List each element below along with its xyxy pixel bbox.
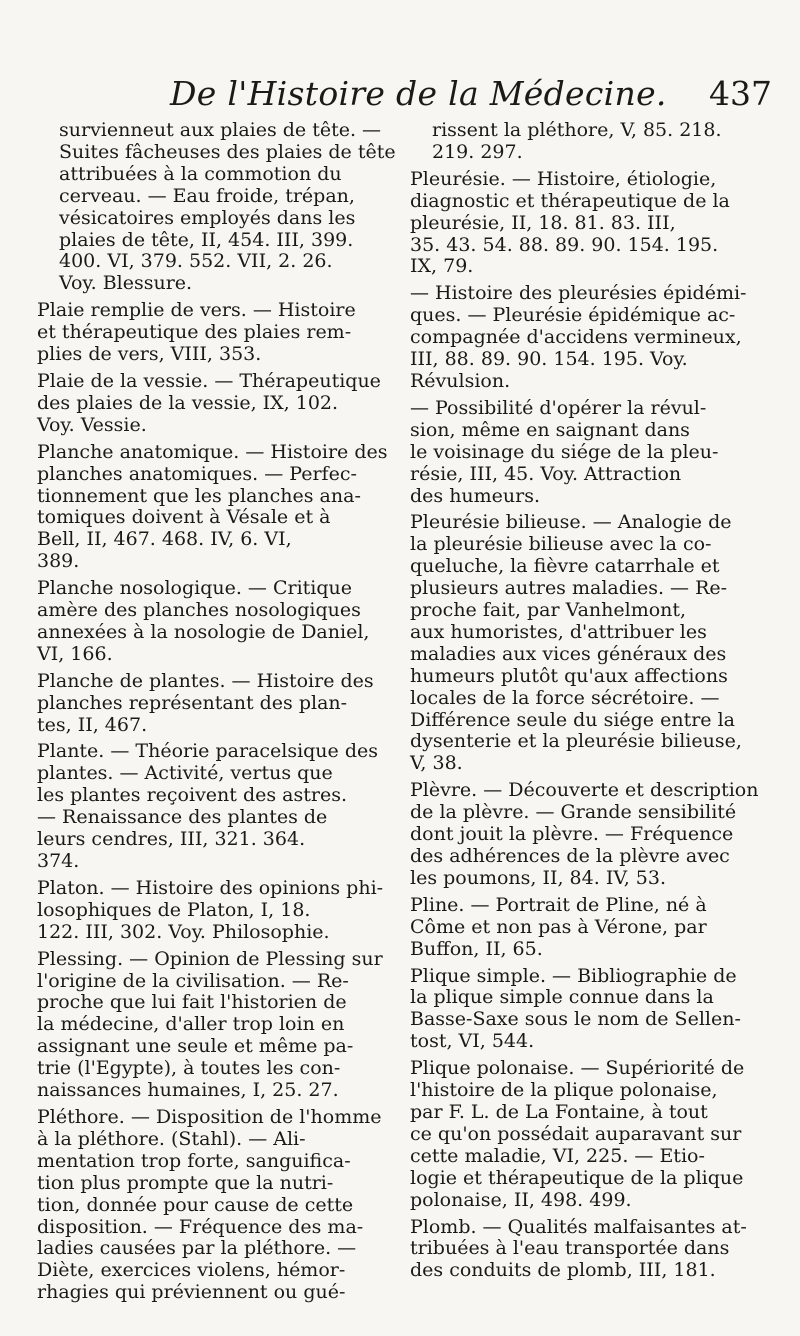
index-entry-line: Bell, II, 467. 468. IV, 6. VI, [37,528,292,551]
index-entry-line: plantes. — Activité, vertus que [37,762,333,785]
index-entry-line: 122. III, 302. Voy. Philosophie. [37,920,330,943]
index-column-left [37,119,396,1309]
index-entry-line: des plaies de la vessie, IX, 102. [37,391,339,414]
index-entry-line: résie, III, 45. Voy. Attraction [410,462,682,485]
index-entry [37,671,389,737]
index-entry-line: Plaie de la vessie. — Thérapeutique [37,369,381,392]
index-entry-line: le voisinage du siége de la pleu- [410,440,719,463]
index-entry-line: Plique polonaise. — Supériorité de [410,1057,745,1080]
index-entry-line: amère des planches nosologiques [37,599,361,622]
index-entry [410,1058,762,1211]
index-entry-line: VI, 166. [37,642,113,665]
index-entry-line: III, 88. 89. 90. 154. 195. Voy. [410,348,688,371]
index-entry [37,119,396,295]
index-entry-line: Pline. — Portrait de Pline, né à [410,893,707,916]
index-entry [410,512,762,775]
index-entry-line: 389. [37,550,80,573]
index-entry-line: queluche, la fièvre catarrhale et [410,555,720,578]
index-entry-line: de la plèvre. — Grande sensibilité [410,801,737,824]
index-entry [37,578,389,666]
index-entry-line: rissent la pléthore, V, 85. 218. [432,119,722,141]
index-entry-line: Plique simple. — Bibliographie de [410,964,737,987]
index-entry-line: à la pléthore. (Stahl). — Ali- [37,1127,306,1150]
index-entry-line: tes, II, 467. [37,713,148,736]
index-entry-line: Plaie remplie de vers. — Histoire [37,299,356,322]
index-entry-line: ce qu'on possédait auparavant sur [410,1122,742,1145]
index-entry-line: les plantes reçoivent des astres. [37,784,347,807]
index-entry-line: V, 38. [410,752,463,775]
index-entry-line: logie et thérapeutique de la plique [410,1166,744,1189]
index-entry-line: Suites fâcheuses des plaies de tête [59,140,396,163]
index-entry [410,283,762,393]
index-entry-line: proche que lui fait l'historien de [37,991,347,1014]
page-number: 437 [709,74,772,113]
index-entry-line: Plante. — Théorie paracelsique des [37,740,378,763]
index-entry [37,741,389,872]
index-entry-line: par F. L. de La Fontaine, à tout [410,1100,708,1123]
index-entry-line: tion, donnée pour cause de cette [37,1193,354,1216]
index-entry-line: planches anatomiques. — Perfec- [37,462,357,485]
index-entry-line: survienneut aux plaies de tête. — [59,119,382,141]
index-entry-line: Côme et non pas à Vérone, par [410,915,707,938]
index-entry-line: ladies causées par la pléthore. — [37,1237,357,1260]
running-title: De l'Histoire de la Médecine. [170,74,667,113]
index-entry-line: — Histoire des pleurésies épidémi- [410,282,747,305]
index-entry-line: l'origine de la civilisation. — Re- [37,969,349,992]
index-entry-line: Plèvre. — Découverte et description [410,779,759,802]
index-entry-line: tionnement que les planches ana- [37,484,361,507]
index-entry-line: tost, VI, 544. [410,1030,535,1053]
index-entry [410,895,762,961]
index-entry-line: dysenterie et la pleurésie bilieuse, [410,730,742,753]
index-entry-line: — Possibilité d'opérer la révul- [410,396,707,419]
index-entry-line: Platon. — Histoire des opinions phi- [37,876,384,899]
index-entry-line: tribuées à l'eau transportée dans [410,1237,730,1260]
index-entry-line: 219. 297. [432,140,523,163]
index-entry-line: sion, même en saignant dans [410,418,690,441]
index-entry-line: des conduits de plomb, III, 181. [410,1259,716,1282]
index-entry-line: l'histoire de la plique polonaise, [410,1079,718,1102]
index-entry [410,780,762,890]
index-entry-line: dont jouit la plèvre. — Fréquence [410,823,734,846]
index-entry-line: leurs cendres, III, 321. 364. [37,828,306,851]
index-entry-line: pleurésie, II, 18. 81. 83. III, [410,211,676,234]
index-entry-line: et thérapeutique des plaies rem- [37,321,352,344]
index-entry-line: Buffon, II, 65. [410,937,543,960]
index-entry-line: Voy. Vessie. [37,413,147,436]
index-entry-line: des adhérences de la plèvre avec [410,845,730,867]
index-entry-line: 374. [37,850,80,872]
index-entry-line: losophiques de Platon, I, 18. [37,898,311,921]
index-entry-line: 400. VI, 379. 552. VII, 2. 26. [59,250,333,273]
index-entry-line: trie (l'Egypte), à toutes les con- [37,1057,341,1080]
index-entry [37,1107,389,1304]
index-entry [410,1217,762,1283]
index-entry-line: attribuées à la commotion du [59,162,342,185]
index-entry-line: humeurs plutôt qu'aux affections [410,664,728,687]
index-entry [410,966,762,1054]
index-entry-line: Pléthore. — Disposition de l'homme [37,1105,382,1128]
index-entry-line: les poumons, II, 84. IV, 53. [410,866,667,889]
page-header [170,74,772,120]
index-entry-line: Basse-Saxe sous le nom de Sellen- [410,1008,741,1031]
index-entry-line: assignant une seule et même pa- [37,1035,354,1058]
index-entry-line: la médecine, d'aller trop loin en [37,1013,345,1036]
index-entry-line: la plique simple connue dans la [410,986,714,1009]
index-entry-line: Diète, exercices violens, hémor- [37,1259,346,1282]
index-entry-line: tion plus prompte que la nutri- [37,1171,334,1194]
index-entry-line: Plomb. — Qualités malfaisantes at- [410,1215,747,1238]
index-entry-line: compagnée d'accidens vermineux, [410,326,742,349]
index-entry-line: Pleurésie. — Histoire, étiologie, [410,167,717,190]
index-entry [37,949,389,1102]
index-entry-line: rhagies qui préviennent ou gué- [37,1281,346,1304]
index-entry [410,120,762,164]
index-entry-line: Révulsion. [410,369,511,392]
index-entry-line: IX, 79. [410,255,474,278]
index-entry-line: Planche de plantes. — Histoire des [37,669,374,692]
index-column-right [410,120,762,1287]
index-entry [410,169,762,279]
index-entry [37,300,389,366]
index-entry-line: cette maladie, VI, 225. — Etio- [410,1144,705,1167]
index-entry-line: mentation trop forte, sanguifica- [37,1149,351,1172]
index-entry-line: plaies de tête, II, 454. III, 399. [59,228,354,251]
index-entry-line: Différence seule du siége entre la [410,708,735,731]
index-entry-line: naissances humaines, I, 25. 27. [37,1079,339,1102]
index-entry-line: plies de vers, VIII, 353. [37,343,262,366]
index-entry-line: des humeurs. [410,484,541,507]
index-entry-line: disposition. — Fréquence des ma- [37,1215,364,1238]
index-entry [37,878,389,944]
index-entry-line: ques. — Pleurésie épidémique ac- [410,304,736,327]
index-entry-line: Voy. Blessure. [59,272,193,295]
index-entry-line: plusieurs autres maladies. — Re- [410,577,728,600]
index-entry-line: Plessing. — Opinion de Plessing sur [37,947,383,970]
index-entry-line: diagnostic et thérapeutique de la [410,189,730,212]
index-entry [37,442,389,573]
index-entry-line: Planche anatomique. — Histoire des [37,440,388,463]
index-entry-line: annexées à la nosologie de Daniel, [37,620,370,643]
index-entry-line: — Renaissance des plantes de [37,806,328,829]
index-entry-line: tomiques doivent à Vésale et à [37,506,331,529]
index-entry-line: locales de la force sécrétoire. — [410,686,720,709]
index-entry-line: aux humoristes, d'attribuer les [410,620,707,643]
index-entry-line: planches représentant des plan- [37,691,348,714]
index-entry-line: proche fait, par Vanhelmont, [410,599,687,622]
index-entry-line: vésicatoires employés dans les [59,206,356,229]
index-entry [410,398,762,508]
index-entry-line: polonaise, II, 498. 499. [410,1188,632,1211]
index-entry-line: Pleurésie bilieuse. — Analogie de [410,511,732,534]
index-entry-line: cerveau. — Eau froide, trépan, [59,184,355,207]
index-entry-line: la pleurésie bilieuse avec la co- [410,533,712,556]
index-entry [37,371,389,437]
index-entry-line: maladies aux vices généraux des [410,642,727,665]
index-entry-line: 35. 43. 54. 88. 89. 90. 154. 195. [410,233,719,256]
index-entry-line: Planche nosologique. — Critique [37,577,353,600]
